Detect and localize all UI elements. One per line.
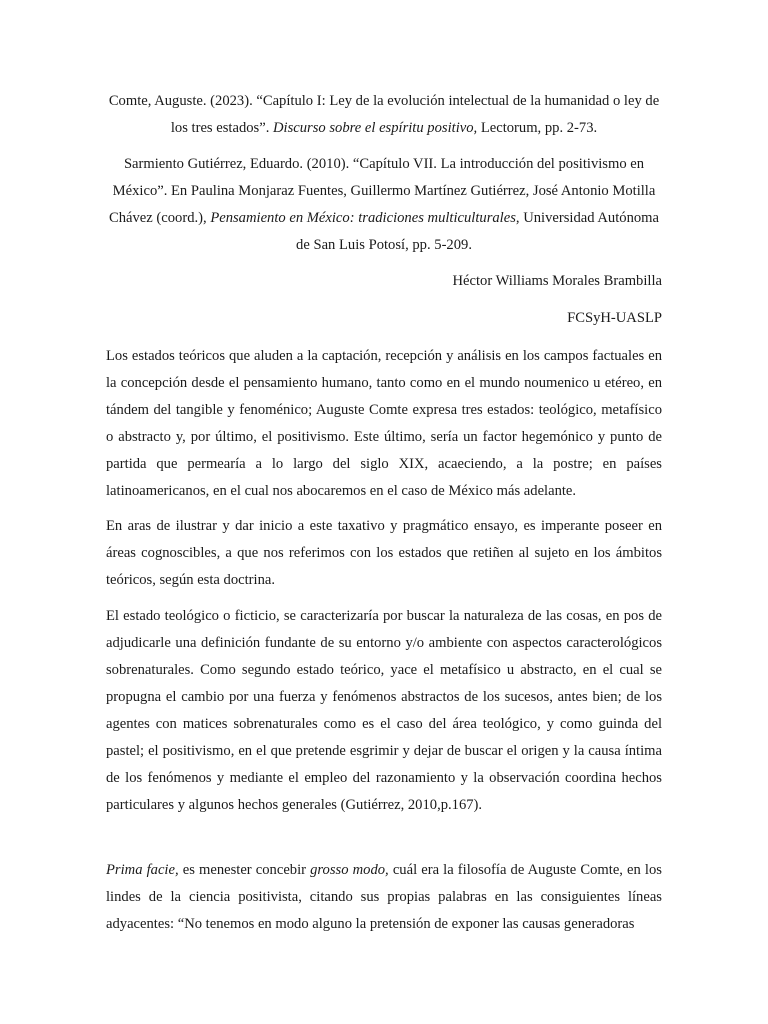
reference-sarmiento <box>106 151 662 259</box>
reference-text: , Universidad Autónoma de San Luis Potosí, pp. 5-209. <box>296 210 659 253</box>
reference-title-italic: Pensamiento en México: tradiciones multiculturales <box>210 210 516 226</box>
paragraph-text: cuál era la filosofía de Auguste Comte, en los lindes de la ciencia positivista, citando sus propias palabras en las consiguientes líneas adyacentes: “No tenemos en modo alguno la pretensión de exponer las causas generadoras <box>106 862 662 932</box>
reference-text: Comte, Auguste. (2023). “Capítulo I: Ley de la evolución intelectual de la humanidad o ley de los tres estados”. <box>108 93 660 136</box>
author-affiliation: FCSyH-UASLP <box>567 310 662 326</box>
reference-text: Sarmiento Gutiérrez, Eduardo. (2010). “Capítulo VII. La introducción del positivismo en México”. En Paulina Monjaraz Fuentes, Guillermo Martínez Gutiérrez, José Antonio Motilla Chávez (coord.), <box>109 156 656 226</box>
latin-phrase-italic: Prima facie, <box>106 862 179 878</box>
author-name: Héctor Williams Morales Brambilla <box>452 273 662 289</box>
latin-phrase-italic: grosso modo, <box>310 862 389 878</box>
reference-title-italic: Discurso sobre el espíritu positivo, <box>273 120 478 136</box>
reference-comte <box>106 88 662 142</box>
paragraph-text: es menester concebir <box>178 862 311 878</box>
reference-text: Lectorum, pp. 2-73. <box>477 120 598 136</box>
body-paragraph: El estado teológico o ficticio, se caracterizaría por buscar la naturaleza de las cosas, en pos de adjudicarle una definición fundante de su entorno y/o ambiente con aspectos caracterológicos sobrenaturales. Como segundo estado teórico, yace el metafísico u abstracto, en el cual se propugna el cambio por una fuerza y fenómenos abstractos de los sucesos, antes bien; de los agentes con matices sobrenaturales como es el caso del área teológico, y como guinda del pastel; el positivismo, en el que pretende esgrimir y dejar de buscar el origen y la causa íntima de los fenómenos y mediante el empleo del razonamiento y la observación coordina hechos particulares y algunos hechos generales (Gutiérrez, 2010,p.167). <box>106 608 662 813</box>
body-paragraph: En aras de ilustrar y dar inicio a este taxativo y pragmático ensayo, es imperante poseer en áreas cognoscibles, a que nos referimos con los estados que retiñen al sujeto en los ámbitos teóricos, según esta doctrina. <box>106 518 662 588</box>
body-paragraph: Los estados teóricos que aluden a la captación, recepción y análisis en los campos factuales en la concepción desde el pensamiento humano, tanto como en el mundo noumenico u etéreo, en tándem del tangible y fenoménico; Auguste Comte expresa tres estados: teológico, metafísico o abstracto y, por último, el positivismo. Este último, sería un factor hegemónico y punto de partida que permearía a lo largo del siglo XIX, acaeciendo, a la postre; en países latinoamericanos, en el cual nos abocaremos en el caso de México más adelante. <box>106 348 662 499</box>
body-paragraph-last <box>106 857 662 938</box>
